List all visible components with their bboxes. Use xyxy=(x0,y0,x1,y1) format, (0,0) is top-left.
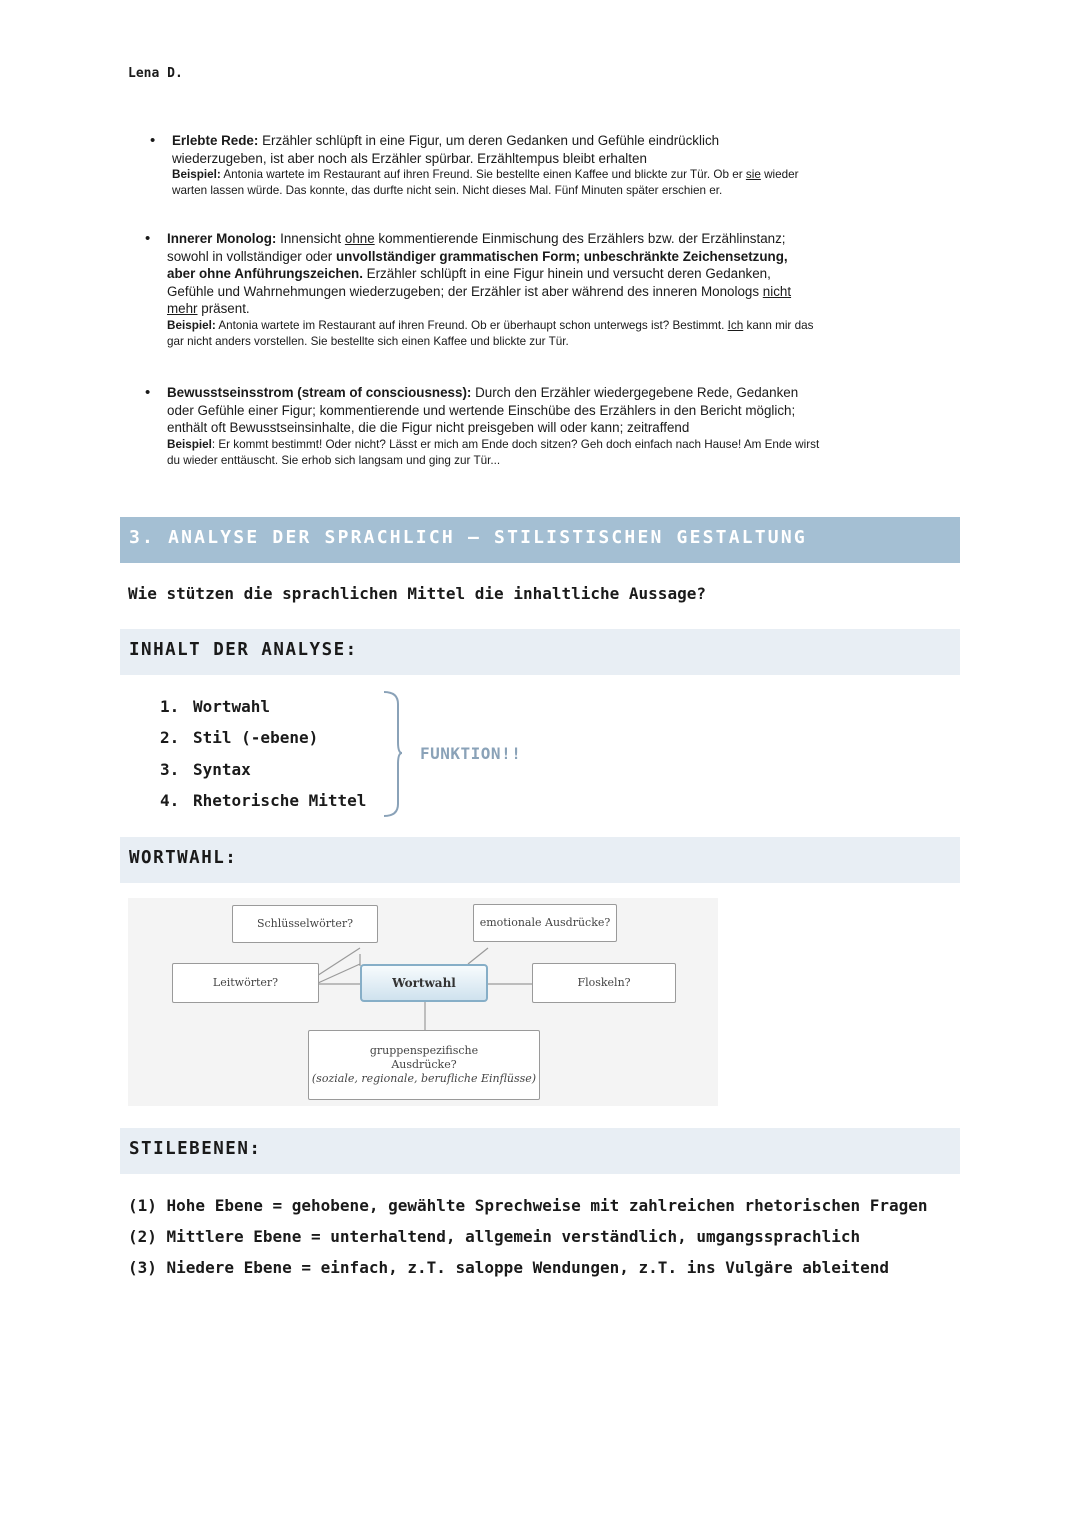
bullet-desc: kommentierende Einmischung des Erzählers bzw. der Erzählinstanz; sowohl in vollständiger oder xyxy=(167,231,786,264)
node-line: (soziale, regionale, berufliche Einflüsse) xyxy=(311,1072,537,1085)
bullet-innerer-monolog xyxy=(145,230,817,350)
example-label: Beispiel: xyxy=(172,168,221,181)
analysis-item xyxy=(160,791,366,810)
analysis-item xyxy=(160,728,318,747)
author-name: Lena D. xyxy=(128,66,183,81)
node-leitwoerter: Leitwörter? xyxy=(172,963,319,1003)
item-label: Wortwahl xyxy=(193,697,271,716)
subsection-title: INHALT DER ANALYSE: xyxy=(129,640,358,660)
curly-brace-icon xyxy=(382,690,422,820)
item-number: 4. xyxy=(160,791,180,810)
node-schluesselwoerter: Schlüsselwörter? xyxy=(232,905,378,943)
example-text: wieder warten lassen würde. Das konnte, das durfte nicht sein. Nicht dieses Mal. Fünf Minuten später erschien er. xyxy=(172,168,799,198)
wortwahl-mindmap xyxy=(128,898,718,1106)
subsection-bar-wortwahl xyxy=(120,837,960,883)
stilebene-mittel: (2) Mittlere Ebene = unterhaltend, allgemein verständlich, umgangssprachlich xyxy=(128,1227,861,1246)
item-number: 1. xyxy=(160,697,180,716)
item-number: 3. xyxy=(160,760,180,779)
bullet-desc: Innensicht xyxy=(280,231,342,246)
example-text: kann mir das gar nicht anders vorstellen. Sie bestellte sich einen Kaffee und blickte zur Tür. xyxy=(167,318,814,348)
node-wortwahl-center: Wortwahl xyxy=(360,964,488,1002)
item-label: Stil (-ebene) xyxy=(193,728,319,747)
bullet-dot: • xyxy=(150,132,156,149)
subsection-bar-stilebenen xyxy=(120,1128,960,1174)
bullet-term: Bewusstseinsstrom (stream of consciousness): xyxy=(167,385,472,400)
bullet-desc: Erzähler schlüpft in eine Figur hinein und versucht deren Gedanken, Gefühle und Wahrnehmungen wiederzugeben; der Erzähler ist aber während des inneren Monologs xyxy=(167,266,771,299)
analysis-item xyxy=(160,697,270,716)
subsection-bar-inhalt xyxy=(120,629,960,675)
guiding-question: Wie stützen die sprachlichen Mittel die inhaltliche Aussage? xyxy=(128,584,706,603)
example-label: Beispiel xyxy=(167,437,212,451)
bullet-desc: präsent. xyxy=(201,301,250,316)
example-label: Beispiel: xyxy=(167,318,216,332)
funktion-label: FUNKTION!! xyxy=(420,744,522,763)
node-floskeln: Floskeln? xyxy=(532,963,676,1003)
bullet-underlined: ohne xyxy=(344,231,375,246)
analysis-item xyxy=(160,760,251,779)
bullet-dot: • xyxy=(145,230,151,247)
bullet-bold-text: unvollständiger grammatischen Form; unbeschränkte Zeichensetzung, aber ohne Anführungszeichen. xyxy=(167,248,788,281)
node-line: Ausdrücke? xyxy=(391,1058,457,1071)
subsection-title: WORTWAHL: xyxy=(129,848,238,868)
example-underlined: Ich xyxy=(727,318,744,332)
section-header-bar xyxy=(120,517,960,563)
bullet-term: Innerer Monolog: xyxy=(167,231,277,246)
section-title: 3. ANALYSE DER SPRACHLICH – STILISTISCHEN GESTALTUNG xyxy=(129,527,807,548)
item-number: 2. xyxy=(160,728,180,747)
item-label: Syntax xyxy=(193,760,251,779)
example-text: Antonia wartete im Restaurant auf ihren Freund. Sie bestellte einen Kaffee und blickte zur Tür. Ob er xyxy=(223,168,743,181)
bullet-desc: Durch den Erzähler wiedergegebene Rede, Gedanken oder Gefühle einer Figur; kommentierende und wertende Einschübe des Erzählers in den Bericht möglich; enthält oft Bewusstseinsinhalte, die die Figur nicht preisgeben will oder kann; zeitraffend xyxy=(167,385,799,435)
item-label: Rhetorische Mittel xyxy=(193,791,367,810)
subsection-title: STILEBENEN: xyxy=(129,1139,262,1159)
example-text: Antonia wartete im Restaurant auf ihren Freund. Ob er überhaupt schon unterwegs ist? Bestimmt. xyxy=(218,318,725,332)
node-emotionale-ausdruecke: emotionale Ausdrücke? xyxy=(473,904,617,942)
bullet-underlined: nicht mehr xyxy=(167,283,792,316)
stilebene-hoch: (1) Hohe Ebene = gehobene, gewählte Sprechweise mit zahlreichen rhetorischen Fragen xyxy=(128,1196,928,1215)
example-text: : Er kommt bestimmt! Oder nicht? Lässt er mich am Ende doch sitzen? Geh doch einfach nach Hause! Am Ende wirst du wieder enttäuscht. Sie erhob sich langsam und ging zur Tür... xyxy=(167,437,820,467)
bullet-desc: Erzähler schlüpft in eine Figur, um deren Gedanken und Gefühle eindrücklich wiederzugeben, ist aber noch als Erzähler spürbar. Erzähltempus bleibt erhalten xyxy=(172,133,720,166)
stilebene-nieder: (3) Niedere Ebene = einfach, z.T. saloppe Wendungen, z.T. ins Vulgäre ableitend xyxy=(128,1258,889,1277)
example-underlined: sie xyxy=(745,168,761,181)
bullet-bewusstseinsstrom xyxy=(145,384,822,469)
bullet-dot: • xyxy=(145,384,151,401)
node-gruppenspezifische xyxy=(308,1030,540,1100)
bullet-term: Erlebte Rede: xyxy=(172,133,259,148)
bullet-erlebte-rede xyxy=(150,132,817,199)
node-line: gruppenspezifische xyxy=(369,1044,479,1057)
